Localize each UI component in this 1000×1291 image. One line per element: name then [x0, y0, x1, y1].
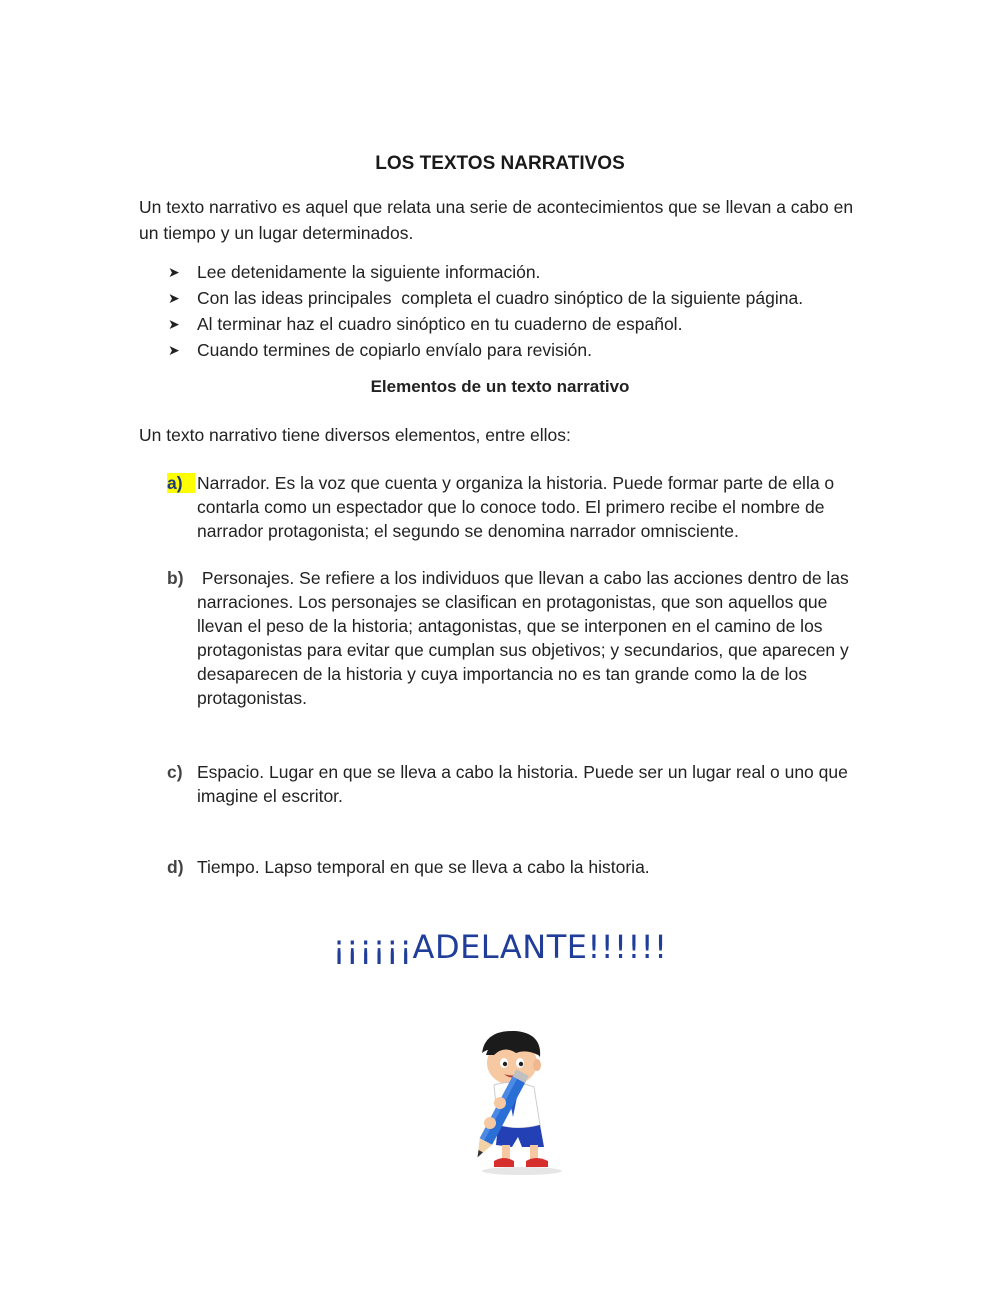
arrowhead-bullet-icon: ➤: [168, 316, 180, 332]
arrowhead-bullet-icon: ➤: [168, 342, 180, 358]
list-item: [168, 311, 868, 337]
instructions-list: [168, 259, 868, 363]
item-text: Tiempo. Lapso temporal en que se lleva a cabo la historia.: [197, 857, 650, 877]
item-text: Narrador. Es la voz que cuenta y organiza la historia. Puede formar parte de ella o contarla como un espectador que lo conoce todo. El primero recibe el nombre de narrador protagonista; el segundo se denomina narrador omnisciente.: [197, 473, 835, 541]
item-marker: d): [167, 857, 184, 877]
item-marker: a): [167, 473, 195, 493]
cheer-heading: ¡¡¡¡¡¡ADELANTE!!!!!!: [332, 928, 668, 966]
instruction-text: Al terminar haz el cuadro sinóptico en tu cuaderno de español.: [197, 314, 683, 334]
list-item: [168, 337, 868, 363]
intro-paragraph: Un texto narrativo es aquel que relata una serie de acontecimientos que se llevan a cabo en un tiempo y un lugar determinados.: [139, 197, 854, 243]
item-text: Personajes. Se refiere a los individuos que llevan a cabo las acciones dentro de las narraciones. Los personajes se clasifican en protagonistas, que son aquellos que llevan el peso de la historia; antagonistas, que se interponen en el camino de los protagonistas para evitar que cumplan sus objetivos; y secundarios, que aparecen y desaparecen de la historia y cuya importancia no es tan grande como la de los protagonistas.: [197, 568, 854, 708]
list-item: [168, 259, 868, 285]
element-item-narrador: [167, 471, 857, 543]
boy-with-pencil-illustration: [460, 1025, 570, 1180]
list-item: [168, 285, 868, 311]
instruction-text: Cuando termines de copiarlo envíalo para revisión.: [197, 340, 592, 360]
element-item-personajes: [167, 566, 857, 710]
elements-intro: Un texto narrativo tiene diversos elementos, entre ellos:: [139, 425, 571, 445]
item-marker: c): [167, 762, 183, 782]
section-subtitle: Elementos de un texto narrativo: [370, 377, 630, 396]
element-item-tiempo: [167, 855, 857, 879]
element-item-espacio: [167, 760, 857, 808]
page-title: LOS TEXTOS NARRATIVOS: [375, 153, 625, 174]
arrowhead-bullet-icon: ➤: [168, 290, 180, 306]
arrowhead-bullet-icon: ➤: [168, 264, 180, 280]
instruction-text: Con las ideas principales completa el cuadro sinóptico de la siguiente página.: [197, 288, 804, 308]
item-marker: b): [167, 568, 184, 588]
instruction-text: Lee detenidamente la siguiente información.: [197, 262, 541, 282]
item-text: Espacio. Lugar en que se lleva a cabo la historia. Puede ser un lugar real o uno que imagine el escritor.: [197, 762, 848, 806]
